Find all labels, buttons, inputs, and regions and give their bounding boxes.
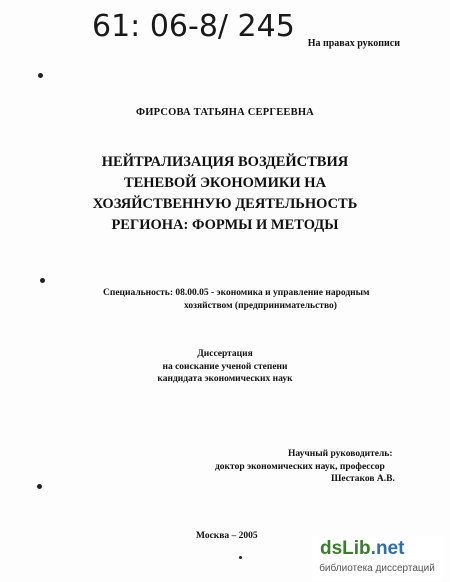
title-line: РЕГИОНА: ФОРМЫ И МЕТОДЫ [111,217,339,233]
supervisor-line-2: доктор экономических наук, профессор [215,461,385,472]
hole-punch-mark [40,278,45,283]
logo-part-net: .net [370,538,405,559]
specialty-block [103,287,370,312]
title-line: ХОЗЯЙСТВЕННУЮ ДЕЯТЕЛЬНОСТЬ [92,196,358,212]
author-name: ФИРСОВА ТАТЬЯНА СЕРГЕЕВНА [136,107,314,118]
dissertation-line-1: Диссертация [197,349,253,359]
title-line: НЕЙТРАЛИЗАЦИЯ ВОЗДЕЙСТВИЯ [101,154,349,170]
hole-punch-mark [37,484,42,489]
scan-speck [239,556,242,559]
specialty-line-2: хозяйством (предпринимательство) [184,300,337,311]
specialty-line-1: Специальность: 08.00.05 - экономика и управление народным [103,288,370,298]
watermark-subtitle: библиотека диссертаций [319,563,435,574]
supervisor-line-1: Научный руководитель: [288,449,393,459]
dissertation-line-3: кандидата экономических наук [157,374,293,384]
dslib-watermark[interactable] [312,536,442,580]
thesis-title [40,152,410,236]
hole-punch-mark [38,73,43,78]
supervisor-line-3: Шестаков А.В. [331,474,395,484]
city-year: Москва – 2005 [196,531,258,541]
title-line: ТЕНЕВОЙ ЭКОНОМИКИ НА [123,175,327,191]
supervisor-block [215,448,405,486]
logo-part-dslib: dsLib [320,538,371,559]
dissertation-line-2: на соискание ученой степени [162,361,288,372]
dissertation-block [0,348,450,386]
manuscript-number-text: 61: 06-8/ 245 [92,9,295,44]
rights-notice: На правах рукописи [307,38,400,49]
dslib-logo [320,538,404,560]
